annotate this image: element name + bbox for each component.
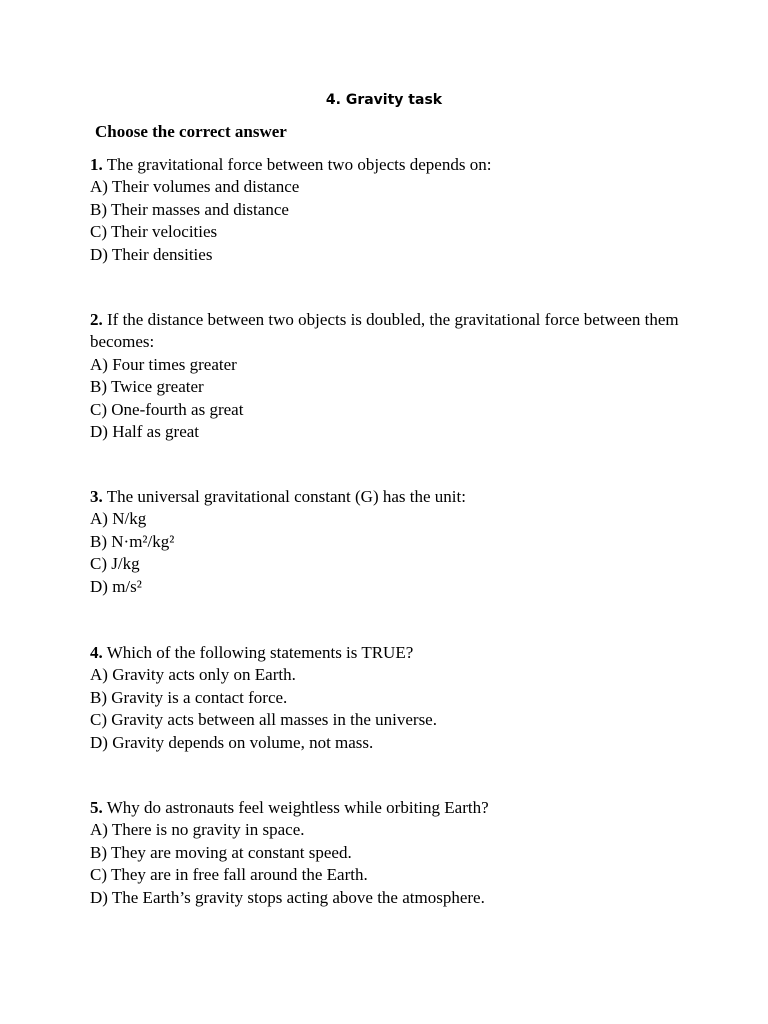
answer-option-a: A) Four times greater: [90, 354, 237, 374]
question-number: 3.: [90, 487, 103, 506]
question-stem: [90, 154, 680, 176]
answer-option-c: C) J/kg: [90, 554, 140, 574]
question-stem: [90, 642, 680, 664]
instruction-text: Choose the correct answer: [95, 122, 287, 141]
question-2: [90, 309, 680, 443]
answer-option-a: A) Their volumes and distance: [90, 177, 300, 197]
answer-option-c: C) They are in free fall around the Earth.: [90, 865, 368, 885]
question-number: 1.: [90, 155, 103, 174]
question-text: The universal gravitational constant (G) has the unit:: [102, 487, 466, 506]
answer-option-d: D) Half as great: [90, 422, 200, 442]
answer-option-a: A) There is no gravity in space.: [90, 820, 305, 840]
answer-option-d: D) m/s²: [90, 576, 142, 596]
question-1: [90, 154, 680, 266]
answer-option-b: B) N·m²/kg²: [90, 531, 175, 551]
answer-option-b: B) Their masses and distance: [90, 199, 289, 219]
answer-option-d: D) Their densities: [90, 244, 213, 264]
question-text: Which of the following statements is TRUE?: [102, 643, 414, 662]
question-text: If the distance between two objects is doubled, the gravitational force between them becomes:: [90, 310, 679, 352]
question-stem: [90, 797, 680, 819]
answer-option-c: C) Their velocities: [90, 222, 218, 242]
answer-option-b: B) Twice greater: [90, 377, 204, 397]
document-title: 4. Gravity task: [325, 92, 443, 108]
answer-option-d: D) Gravity depends on volume, not mass.: [90, 732, 374, 752]
question-stem: [90, 486, 680, 508]
answer-option-a: A) N/kg: [90, 509, 147, 529]
question-number: 5.: [90, 798, 103, 817]
answer-option-c: C) Gravity acts between all masses in the universe.: [90, 710, 437, 730]
question-stem: [90, 309, 680, 354]
question-number: 4.: [90, 643, 103, 662]
answer-option-c: C) One-fourth as great: [90, 399, 244, 419]
question-number: 2.: [90, 310, 103, 329]
answer-option-b: B) Gravity is a contact force.: [90, 687, 288, 707]
question-4: [90, 642, 680, 754]
answer-option-b: B) They are moving at constant speed.: [90, 842, 352, 862]
question-text: Why do astronauts feel weightless while orbiting Earth?: [102, 798, 489, 817]
answer-option-d: D) The Earth’s gravity stops acting above the atmosphere.: [90, 887, 485, 907]
question-text: The gravitational force between two objects depends on:: [102, 155, 492, 174]
answer-option-a: A) Gravity acts only on Earth.: [90, 665, 296, 685]
question-3: [90, 486, 680, 598]
question-5: [90, 797, 680, 909]
